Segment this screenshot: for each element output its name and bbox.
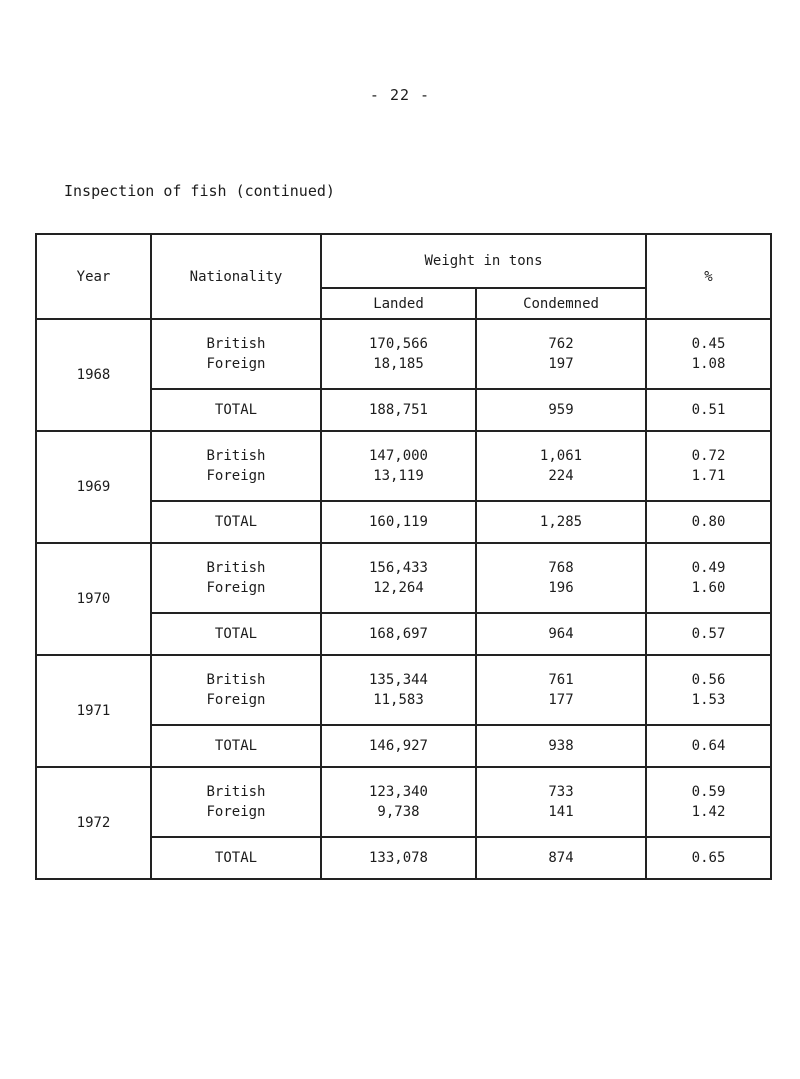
nationality-value: Foreign xyxy=(206,804,266,820)
total-landed: 160,119 xyxy=(321,501,476,543)
total-label: TOTAL xyxy=(151,389,321,431)
total-landed: 146,927 xyxy=(321,725,476,767)
condemned-value: 177 xyxy=(548,692,574,708)
condemned-value: 733 xyxy=(548,784,574,800)
percent-header: % xyxy=(646,234,771,319)
percent-value: 1.42 xyxy=(691,804,726,820)
nationality-value: Foreign xyxy=(206,356,266,372)
nationality-cell xyxy=(151,655,321,725)
landed-value: 156,433 xyxy=(368,560,428,576)
landed-value: 9,738 xyxy=(377,804,420,820)
year-data-row xyxy=(36,655,771,725)
condemned-cell xyxy=(476,655,646,725)
percent-value: 1.53 xyxy=(691,692,726,708)
landed-value: 18,185 xyxy=(373,356,424,372)
landed-value: 170,566 xyxy=(368,336,428,352)
fish-inspection-table xyxy=(35,233,772,880)
landed-value: 11,583 xyxy=(373,692,424,708)
percent-value: 0.49 xyxy=(691,560,726,576)
nationality-value: British xyxy=(206,560,266,576)
year-cell: 1969 xyxy=(36,431,151,543)
landed-value: 135,344 xyxy=(368,672,428,688)
year-data-row xyxy=(36,431,771,501)
nationality-value: Foreign xyxy=(206,580,266,596)
nationality-value: British xyxy=(206,448,266,464)
total-label: TOTAL xyxy=(151,501,321,543)
landed-cell xyxy=(321,543,476,613)
condemned-value: 141 xyxy=(548,804,574,820)
percent-cell xyxy=(646,431,771,501)
total-condemned: 1,285 xyxy=(476,501,646,543)
condemned-cell xyxy=(476,431,646,501)
condemned-value: 196 xyxy=(548,580,574,596)
percent-value: 0.72 xyxy=(691,448,726,464)
nationality-header: Nationality xyxy=(151,234,321,319)
total-percent: 0.64 xyxy=(646,725,771,767)
nationality-cell xyxy=(151,431,321,501)
percent-cell xyxy=(646,655,771,725)
total-percent: 0.65 xyxy=(646,837,771,879)
page-number: - 22 - xyxy=(369,86,431,104)
condemned-value: 197 xyxy=(548,356,574,372)
landed-value: 123,340 xyxy=(368,784,428,800)
percent-value: 1.60 xyxy=(691,580,726,596)
landed-cell xyxy=(321,767,476,837)
total-label: TOTAL xyxy=(151,613,321,655)
table-body xyxy=(36,319,771,879)
nationality-value: Foreign xyxy=(206,468,266,484)
percent-cell xyxy=(646,319,771,389)
percent-value: 1.71 xyxy=(691,468,726,484)
weight-group-header: Weight in tons xyxy=(321,234,646,288)
total-condemned: 938 xyxy=(476,725,646,767)
nationality-cell xyxy=(151,319,321,389)
total-label: TOTAL xyxy=(151,725,321,767)
nationality-cell xyxy=(151,543,321,613)
percent-cell xyxy=(646,543,771,613)
condemned-value: 768 xyxy=(548,560,574,576)
percent-value: 0.59 xyxy=(691,784,726,800)
year-cell: 1971 xyxy=(36,655,151,767)
landed-cell xyxy=(321,431,476,501)
year-data-row xyxy=(36,319,771,389)
total-landed: 168,697 xyxy=(321,613,476,655)
total-percent: 0.57 xyxy=(646,613,771,655)
year-cell: 1968 xyxy=(36,319,151,431)
landed-cell xyxy=(321,319,476,389)
condemned-value: 762 xyxy=(548,336,574,352)
nationality-value: British xyxy=(206,672,266,688)
condemned-cell xyxy=(476,319,646,389)
landed-value: 13,119 xyxy=(373,468,424,484)
percent-value: 0.45 xyxy=(691,336,726,352)
nationality-value: Foreign xyxy=(206,692,266,708)
nationality-cell xyxy=(151,767,321,837)
year-cell: 1970 xyxy=(36,543,151,655)
total-condemned: 959 xyxy=(476,389,646,431)
condemned-cell xyxy=(476,543,646,613)
total-landed: 133,078 xyxy=(321,837,476,879)
percent-value: 0.56 xyxy=(691,672,726,688)
condemned-value: 224 xyxy=(548,468,574,484)
landed-header: Landed xyxy=(321,288,476,319)
total-percent: 0.80 xyxy=(646,501,771,543)
total-condemned: 964 xyxy=(476,613,646,655)
landed-cell xyxy=(321,655,476,725)
condemned-header: Condemned xyxy=(476,288,646,319)
total-condemned: 874 xyxy=(476,837,646,879)
total-percent: 0.51 xyxy=(646,389,771,431)
year-header: Year xyxy=(36,234,151,319)
condemned-value: 761 xyxy=(548,672,574,688)
percent-value: 1.08 xyxy=(691,356,726,372)
landed-value: 12,264 xyxy=(373,580,424,596)
percent-cell xyxy=(646,767,771,837)
nationality-value: British xyxy=(206,336,266,352)
total-label: TOTAL xyxy=(151,837,321,879)
nationality-value: British xyxy=(206,784,266,800)
landed-value: 147,000 xyxy=(368,448,428,464)
total-landed: 188,751 xyxy=(321,389,476,431)
year-data-row xyxy=(36,767,771,837)
condemned-value: 1,061 xyxy=(539,448,583,464)
year-cell: 1972 xyxy=(36,767,151,879)
condemned-cell xyxy=(476,767,646,837)
page-heading: Inspection of fish (continued) xyxy=(64,182,335,200)
year-data-row xyxy=(36,543,771,613)
